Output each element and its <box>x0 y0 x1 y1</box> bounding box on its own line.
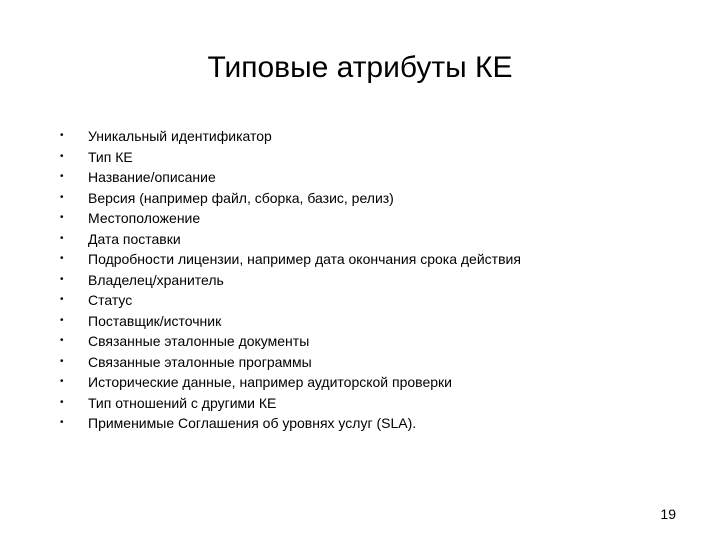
bullet-icon: • <box>60 417 64 428</box>
list-item-text: Местоположение <box>88 210 201 226</box>
list-item-text: Владелец/хранитель <box>88 271 224 288</box>
bullet-icon: • <box>60 335 64 346</box>
list-item-text: Применимые Соглашения об уровнях услуг (SLA). <box>88 415 417 431</box>
list-item-text: Дата поставки <box>88 230 181 247</box>
list-item <box>52 393 672 414</box>
list-item-text: Поставщик/источник <box>88 312 222 329</box>
list-item-text: Уникальный идентификатор <box>88 128 272 144</box>
list-item <box>52 311 672 332</box>
list-item <box>52 147 672 168</box>
bullet-icon: • <box>60 396 64 408</box>
bullet-icon: • <box>60 314 64 326</box>
bullet-icon: • <box>60 191 64 203</box>
page-number: 19 <box>660 506 676 522</box>
list-item <box>52 208 672 229</box>
list-item <box>52 188 672 209</box>
list-item-text: Связанные эталонные документы <box>88 333 310 349</box>
bullet-icon: • <box>60 130 64 141</box>
list-item <box>52 249 672 270</box>
list-item <box>52 290 672 311</box>
list-item <box>52 372 672 393</box>
bullet-icon: • <box>60 273 64 285</box>
list-item <box>52 331 672 352</box>
list-item <box>52 352 672 373</box>
list-item-text: Версия (например файл, сборка, базис, релиз) <box>88 189 394 206</box>
bullet-icon: • <box>60 355 64 367</box>
list-item <box>52 413 672 434</box>
list-item-text: Статус <box>88 292 133 308</box>
bullet-icon: • <box>60 212 64 223</box>
list-item-text: Название/описание <box>88 169 216 185</box>
list-item-text: Связанные эталонные программы <box>88 353 312 370</box>
list-item-text: Тип КЕ <box>88 148 133 165</box>
bullet-icon: • <box>60 253 64 264</box>
slide-title: Типовые атрибуты КЕ <box>207 51 513 84</box>
bullet-icon: • <box>60 376 64 387</box>
list-item <box>52 167 672 188</box>
list-item <box>52 229 672 250</box>
list-item <box>52 270 672 291</box>
attribute-list <box>52 126 672 434</box>
list-item-text: Подробности лицензии, например дата окончания срока действия <box>88 251 521 267</box>
list-item-text: Тип отношений с другими КЕ <box>88 394 277 411</box>
bullet-icon: • <box>60 171 64 182</box>
list-item <box>52 126 672 147</box>
bullet-icon: • <box>60 294 64 305</box>
bullet-icon: • <box>60 232 64 244</box>
bullet-icon: • <box>60 150 64 162</box>
list-item-text: Исторические данные, например аудиторской проверки <box>88 374 452 390</box>
